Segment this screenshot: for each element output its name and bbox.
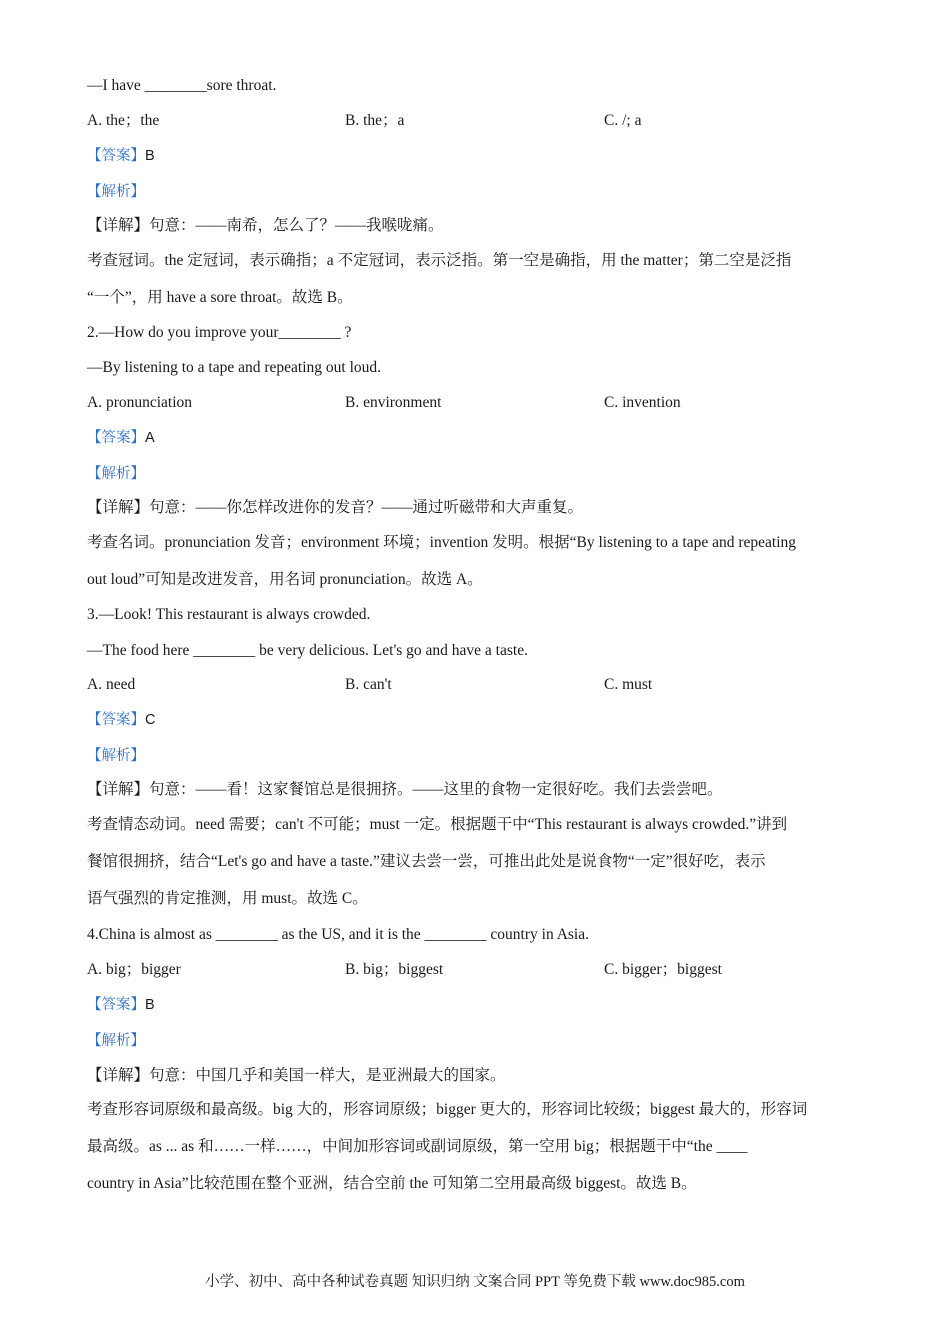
answer-tag: 【答案】 — [87, 997, 145, 1013]
q3-stem: 3.—Look! This restaurant is always crowded. — [87, 606, 371, 623]
q4-detail — [87, 1066, 890, 1086]
q3-option-a: A. need — [87, 676, 136, 693]
q2-stem: 2.—How do you improve your________ ? — [87, 324, 352, 341]
q2-option-c: C. invention — [604, 394, 681, 411]
q1-option-a: A. the；the — [87, 112, 160, 129]
analysis-tag: 【解析】 — [87, 1033, 145, 1049]
q2-answer — [87, 428, 890, 448]
q2-option-b: B. environment — [345, 394, 442, 411]
answer-value: B — [145, 997, 155, 1013]
q2-analysis — [87, 464, 890, 484]
detail-tag: 【详解】 — [87, 1067, 150, 1084]
q4-analysis — [87, 1031, 890, 1051]
q4-stem: 4.China is almost as ________ as the US, and it is the ________ country in Asia. — [87, 926, 589, 943]
q3-stem-2: —The food here ________ be very delicious. Let's go and have a taste. — [87, 642, 528, 659]
detail-text: 句意：——你怎样改进你的发音？——通过听磁带和大声重复。 — [149, 499, 584, 516]
answer-tag: 【答案】 — [87, 712, 145, 728]
q3-option-b: B. can't — [345, 676, 392, 693]
q3-explain-1: 考查情态动词。need 需要；can't 不可能；must 一定。根据题干中“This restaurant is always crowded.”讲到 — [87, 816, 788, 833]
q4-answer — [87, 995, 890, 1015]
q3-explain-2: 餐馆很拥挤，结合“Let's go and have a taste.”建议去尝一尝，可推出此处是说食物“一定”很好吃，表示 — [87, 853, 766, 870]
q3-answer — [87, 710, 890, 730]
q1-explain-2: “一个”，用 have a sore throat。故选 B。 — [87, 289, 353, 306]
q1-analysis — [87, 182, 890, 202]
answer-value: B — [145, 148, 155, 164]
q1-stem: —I have ________sore throat. — [87, 77, 277, 94]
q2-detail — [87, 498, 890, 518]
q2-explain-2: out loud”可知是改进发音，用名词 pronunciation。故选 A。 — [87, 571, 483, 588]
detail-tag: 【详解】 — [87, 499, 150, 516]
q4-option-b: B. big；biggest — [345, 961, 444, 978]
q4-option-a: A. big；bigger — [87, 961, 181, 978]
q2-stem-2: —By listening to a tape and repeating out loud. — [87, 359, 382, 376]
answer-tag: 【答案】 — [87, 430, 145, 446]
q1-answer — [87, 146, 890, 166]
q4-option-c: C. bigger；biggest — [604, 961, 722, 978]
q1-explain-1: 考查冠词。the 定冠词，表示确指；a 不定冠词，表示泛指。第一空是确指，用 the matter；第二空是泛指 — [87, 252, 792, 269]
q4-explain-3: country in Asia”比较范围在整个亚洲，结合空前 the 可知第二空用最高级 biggest。故选 B。 — [87, 1175, 697, 1192]
detail-text: 句意：——南希，怎么了？——我喉咙痛。 — [149, 217, 444, 234]
q2-option-a: A. pronunciation — [87, 394, 193, 411]
q1-detail — [87, 216, 890, 236]
q1-option-b: B. the；a — [345, 112, 405, 129]
analysis-tag: 【解析】 — [87, 184, 145, 200]
detail-text: 句意：——看！这家餐馆总是很拥挤。——这里的食物一定很好吃。我们去尝尝吧。 — [149, 781, 723, 798]
q3-option-c: C. must — [604, 676, 653, 693]
q3-explain-3: 语气强烈的肯定推测，用 must。故选 C。 — [87, 890, 368, 907]
q3-detail — [87, 780, 890, 800]
detail-text: 句意：中国几乎和美国一样大，是亚洲最大的国家。 — [149, 1067, 506, 1084]
detail-tag: 【详解】 — [87, 781, 150, 798]
q4-explain-1: 考查形容词原级和最高级。big 大的，形容词原级；bigger 更大的，形容词比较级；biggest 最大的，形容词 — [87, 1101, 808, 1118]
analysis-tag: 【解析】 — [87, 466, 145, 482]
q2-explain-1: 考查名词。pronunciation 发音；environment 环境；invention 发明。根据“By listening to a tape and repeating — [87, 534, 797, 551]
q3-analysis — [87, 746, 890, 766]
analysis-tag: 【解析】 — [87, 748, 145, 764]
detail-tag: 【详解】 — [87, 217, 150, 234]
answer-tag: 【答案】 — [87, 148, 145, 164]
answer-value: C — [145, 712, 156, 728]
answer-value: A — [145, 430, 155, 446]
q4-explain-2: 最高级。as ... as 和……一样……，中间加形容词或副词原级，第一空用 big；根据题干中“the ____ — [87, 1138, 748, 1155]
page-footer: 小学、初中、高中各种试卷真题 知识归纳 文案合同 PPT 等免费下载 www.doc985.com — [205, 1274, 745, 1290]
q1-option-c: C. /; a — [604, 112, 642, 129]
